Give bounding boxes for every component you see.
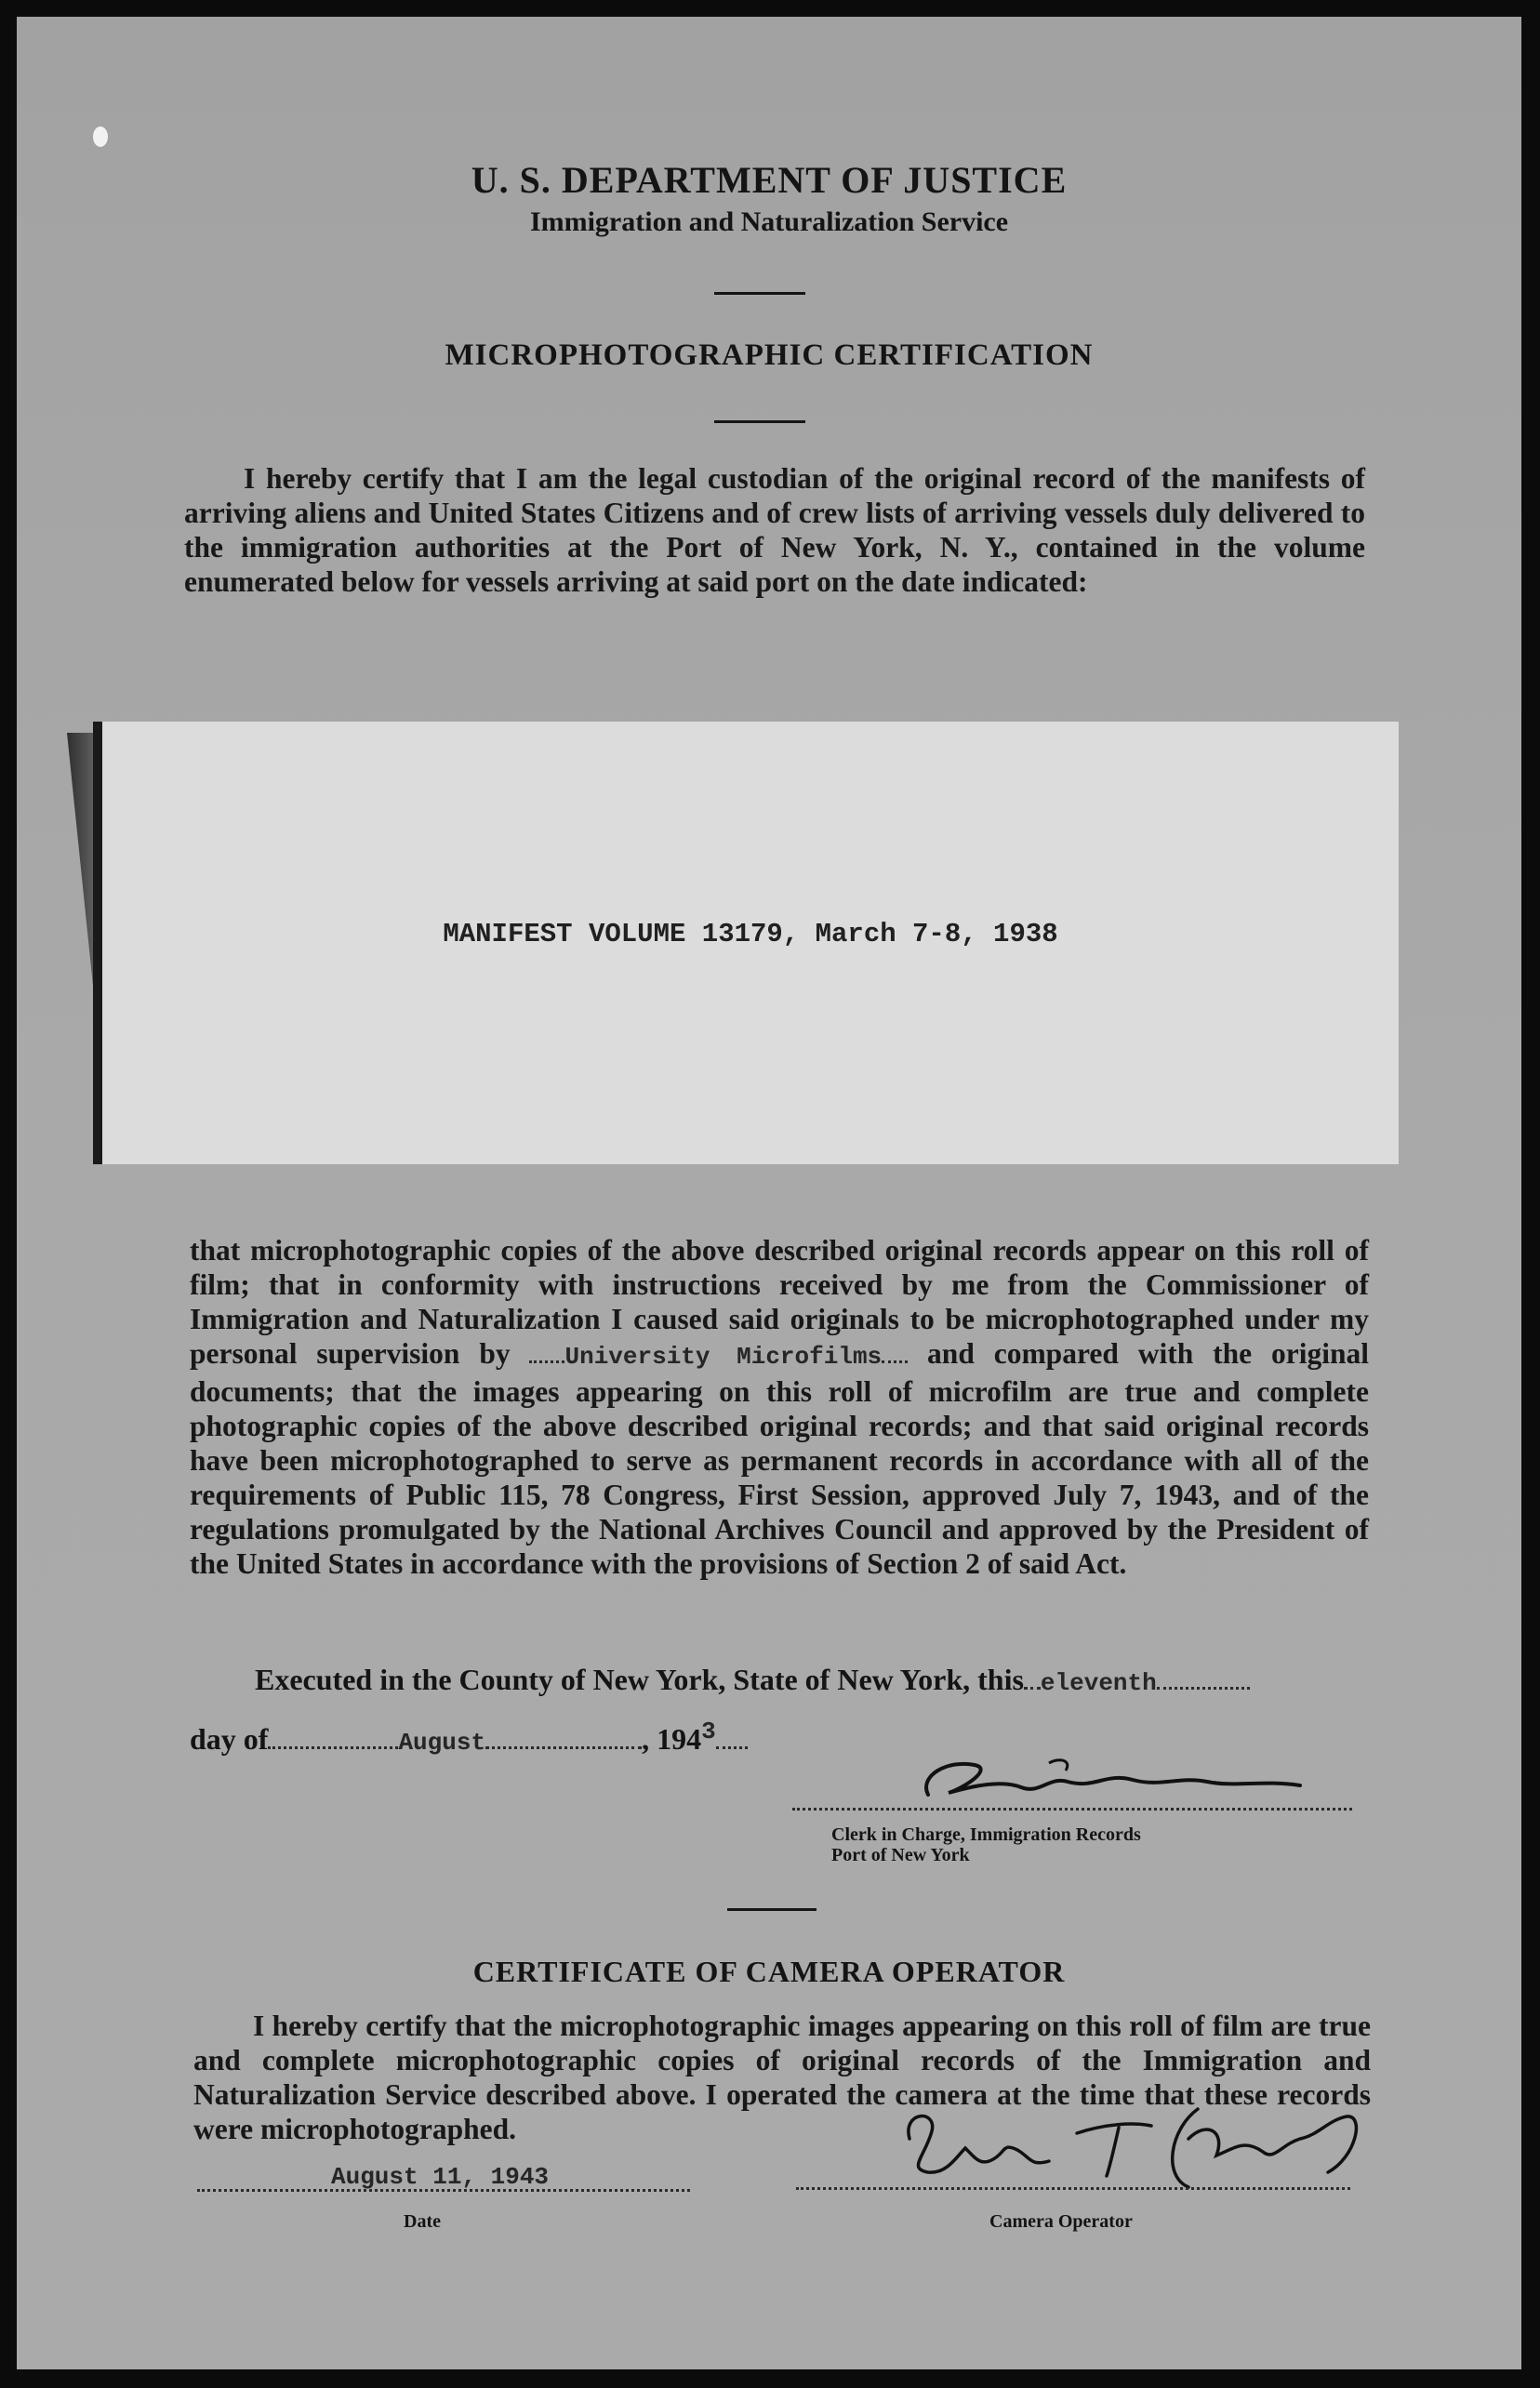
day-of-line xyxy=(190,1718,748,1757)
body-part1: that microphotographic copies of the above described original records appear on this roll of film; that in conformity with instructions received by me from the Commissioner of Immigration and Naturalization I caused said originals to be microphotographed under my personal supervision by xyxy=(190,1234,1369,1370)
executed-line xyxy=(255,1663,1250,1697)
camera-operator-label: Camera Operator xyxy=(989,2211,1133,2232)
camera-operator-line xyxy=(796,2187,1350,2190)
clerk-title-line2: Port of New York xyxy=(831,1845,970,1865)
department-title: U. S. DEPARTMENT OF JUSTICE xyxy=(471,159,1068,201)
intro-paragraph xyxy=(184,461,1365,599)
executed-day: eleventh xyxy=(1040,1669,1157,1697)
date-line xyxy=(197,2189,690,2192)
film-speck xyxy=(93,126,108,147)
intro-text: I hereby certify that I am the legal custodian of the original record of the manifests of arriving aliens and United States Citizens and of crew lists of arriving vessels duly delivered to the immigration authorities at the Port of New York, N. Y., contained in the volume enumerated below for vessels arriving at said port on the date indicated: xyxy=(184,462,1365,598)
divider-camera xyxy=(727,1908,816,1911)
manifest-volume-label: MANIFEST VOLUME 13179, March 7-8, 1938 xyxy=(443,919,1058,949)
executed-month: August xyxy=(398,1729,486,1757)
divider-middle xyxy=(714,420,805,423)
day-of-label: day of xyxy=(190,1722,269,1756)
year-digit: 3 xyxy=(701,1718,716,1745)
filmed-by-value: University Microfilms xyxy=(564,1343,883,1371)
year-prefix: , 194 xyxy=(642,1722,702,1756)
manifest-card xyxy=(102,722,1399,1164)
date-label: Date xyxy=(404,2211,441,2232)
clerk-title-line1: Clerk in Charge, Immigration Records xyxy=(831,1824,1141,1845)
body-part2: and compared with the original documents; that the images appearing on this roll of microfilm are true and complete photographic copies of the above described original records; and that said original records have been microphotographed to serve as permanent records in accordance with all of the requirements of Public 115, 78 Congress, First Session, approved July 7, 1943, and of the regulations promulgated by the National Archives Council and approved by the President of the United States in accordance with the provisions of Section 2 of said Act. xyxy=(190,1337,1370,1580)
camera-section-title: CERTIFICATE OF CAMERA OPERATOR xyxy=(472,1955,1066,1988)
camera-text: I hereby certify that the microphotographic images appearing on this roll of film are true and complete microphotographic copies of original records of the Immigration and Naturalization Service described above. I operated the camera at the time that these records were microphotographed. xyxy=(193,2010,1371,2145)
section-title: MICROPHOTOGRAPHIC CERTIFICATION xyxy=(445,338,1094,372)
executed-prefix: Executed in the County of New York, State of New York, this xyxy=(255,1663,1024,1696)
camera-date-value: August 11, 1943 xyxy=(331,2163,550,2191)
certificate-sheet xyxy=(17,17,1521,2369)
divider-top xyxy=(714,292,805,295)
clerk-signature-line xyxy=(792,1808,1352,1811)
camera-operator-signature xyxy=(891,2083,1393,2204)
service-subtitle: Immigration and Naturalization Service xyxy=(529,206,1009,237)
body-paragraph xyxy=(190,1233,1369,1581)
